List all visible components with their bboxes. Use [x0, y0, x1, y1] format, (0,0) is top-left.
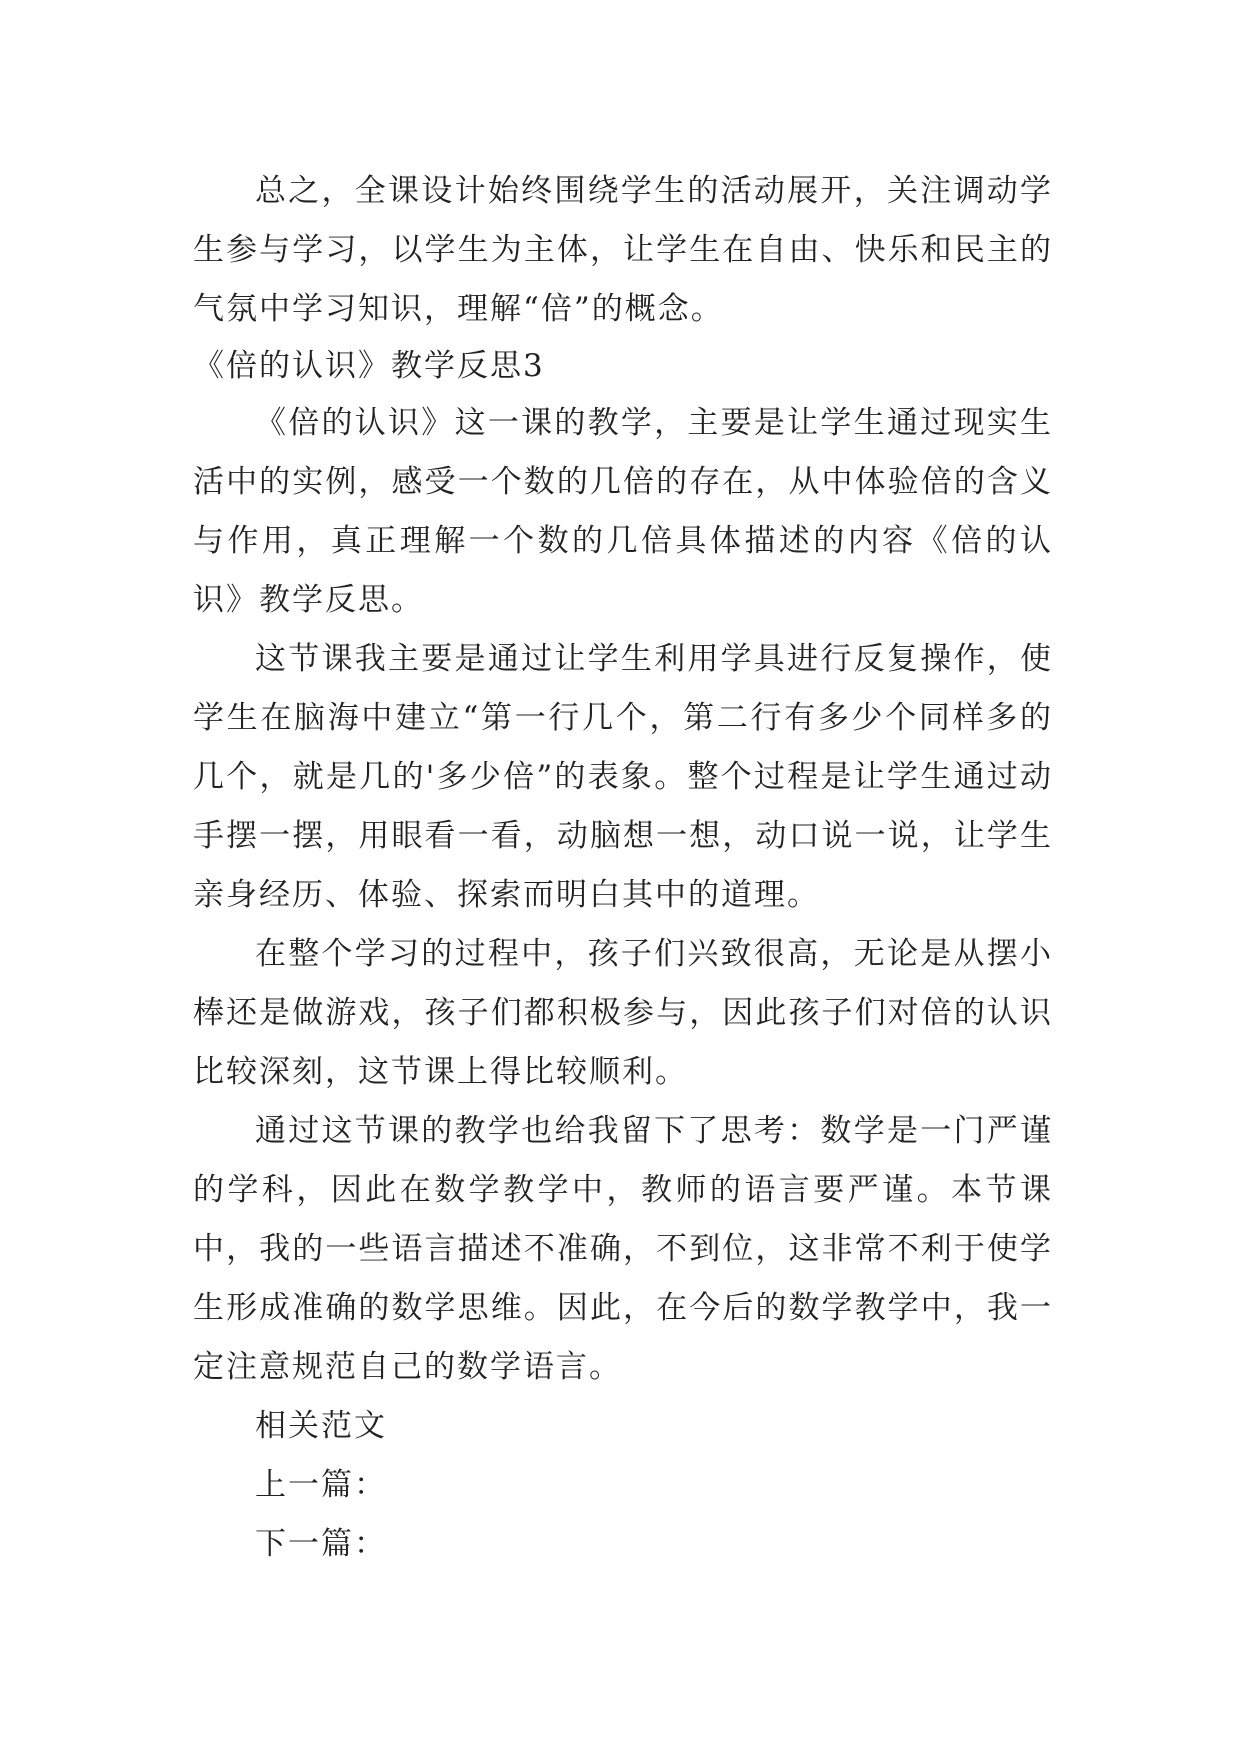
paragraph-operation: 这节课我主要是通过让学生利用学具进行反复操作，使学生在脑海中建立“第一行几个，第二行有多少个同样多的几个，就是几的'多少倍”的表象。整个过程是让学生通过动手摆一摆，用眼看一看，动脑想一想，动口说一说，让学生亲身经历、体验、探索而明白其中的道理。 — [193, 641, 1053, 913]
paragraph-intro: 《倍的认识》这一课的教学，主要是让学生通过现实生活中的实例，感受一个数的几倍的存在，从中体验倍的含义与作用，真正理解一个数的几倍具体描述的内容《倍的认识》教学反思。 — [193, 405, 1053, 618]
previous-article-link[interactable]: 上一篇： — [255, 1467, 387, 1503]
paragraph-summary: 总之，全课设计始终围绕学生的活动展开，关注调动学生参与学习，以学生为主体，让学生在自由、快乐和民主的气氛中学习知识，理解“倍”的概念。 — [193, 173, 1053, 327]
related-articles-label: 相关范文 — [255, 1408, 387, 1444]
paragraph-reflection: 通过这节课的教学也给我留下了思考：数学是一门严谨的学科，因此在数学教学中，教师的语言要严谨。本节课中，我的一些语言描述不准确，不到位，这非常不利于使学生形成准确的数学思维。因此，在今后的数学教学中，我一定注意规范自己的数学语言。 — [193, 1113, 1053, 1385]
paragraph-process: 在整个学习的过程中，孩子们兴致很高，无论是从摆小棒还是做游戏，孩子们都积极参与，因此孩子们对倍的认识比较深刻，这节课上得比较顺利。 — [193, 936, 1053, 1090]
document-body — [193, 162, 1053, 1574]
section-heading: 《倍的认识》教学反思3 — [193, 348, 545, 384]
next-article-link[interactable]: 下一篇： — [255, 1526, 387, 1562]
